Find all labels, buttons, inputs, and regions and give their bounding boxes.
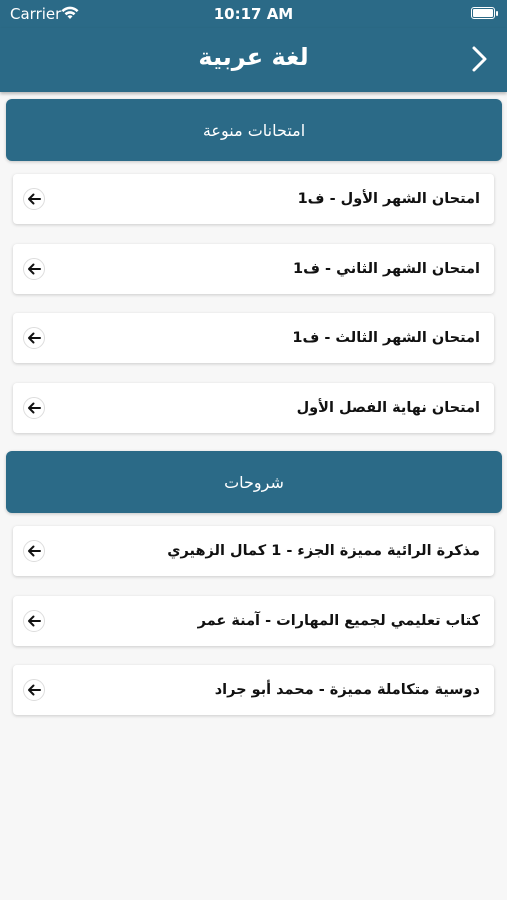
- navigation-bar: [0, 28, 507, 92]
- list-item-label: كتاب تعليمي لجميع المهارات - آمنة عمر: [197, 613, 480, 629]
- arrow-left-icon: [23, 610, 45, 632]
- arrow-left-icon: [23, 188, 45, 210]
- list-item[interactable]: [13, 244, 494, 294]
- section-header-exams: [6, 99, 502, 161]
- list-item[interactable]: [13, 665, 494, 715]
- status-bar: [0, 0, 507, 28]
- arrow-left-icon: [23, 679, 45, 701]
- battery-icon: [471, 7, 495, 19]
- list-item-label: امتحان الشهر الثالث - ف1: [292, 330, 480, 346]
- list-item[interactable]: [13, 174, 494, 224]
- list-item[interactable]: [13, 383, 494, 433]
- arrow-left-icon: [23, 258, 45, 280]
- section-title: امتحانات منوعة: [202, 120, 306, 140]
- arrow-left-icon: [23, 540, 45, 562]
- arrow-left-icon: [23, 327, 45, 349]
- list-item[interactable]: [13, 526, 494, 576]
- list-item-label: امتحان الشهر الأول - ف1: [297, 191, 480, 207]
- carrier-label: Carrier: [10, 5, 62, 23]
- list-item[interactable]: [13, 596, 494, 646]
- list-item-label: دوسية متكاملة مميزة - محمد أبو جراد: [214, 682, 480, 698]
- section-title: شروحات: [224, 472, 284, 492]
- section-header-explanations: [6, 451, 502, 513]
- arrow-left-icon: [23, 397, 45, 419]
- list-item-label: مذكرة الرائية مميزة الجزء - 1 كمال الزهيري: [167, 543, 480, 559]
- chevron-right-icon[interactable]: [465, 44, 493, 74]
- clock: 10:17 AM: [213, 5, 294, 23]
- list-item[interactable]: [13, 313, 494, 363]
- list-item-label: امتحان نهاية الفصل الأول: [296, 400, 480, 416]
- page-title: لغة عربية: [198, 43, 309, 71]
- list-item-label: امتحان الشهر الثاني - ف1: [293, 261, 480, 277]
